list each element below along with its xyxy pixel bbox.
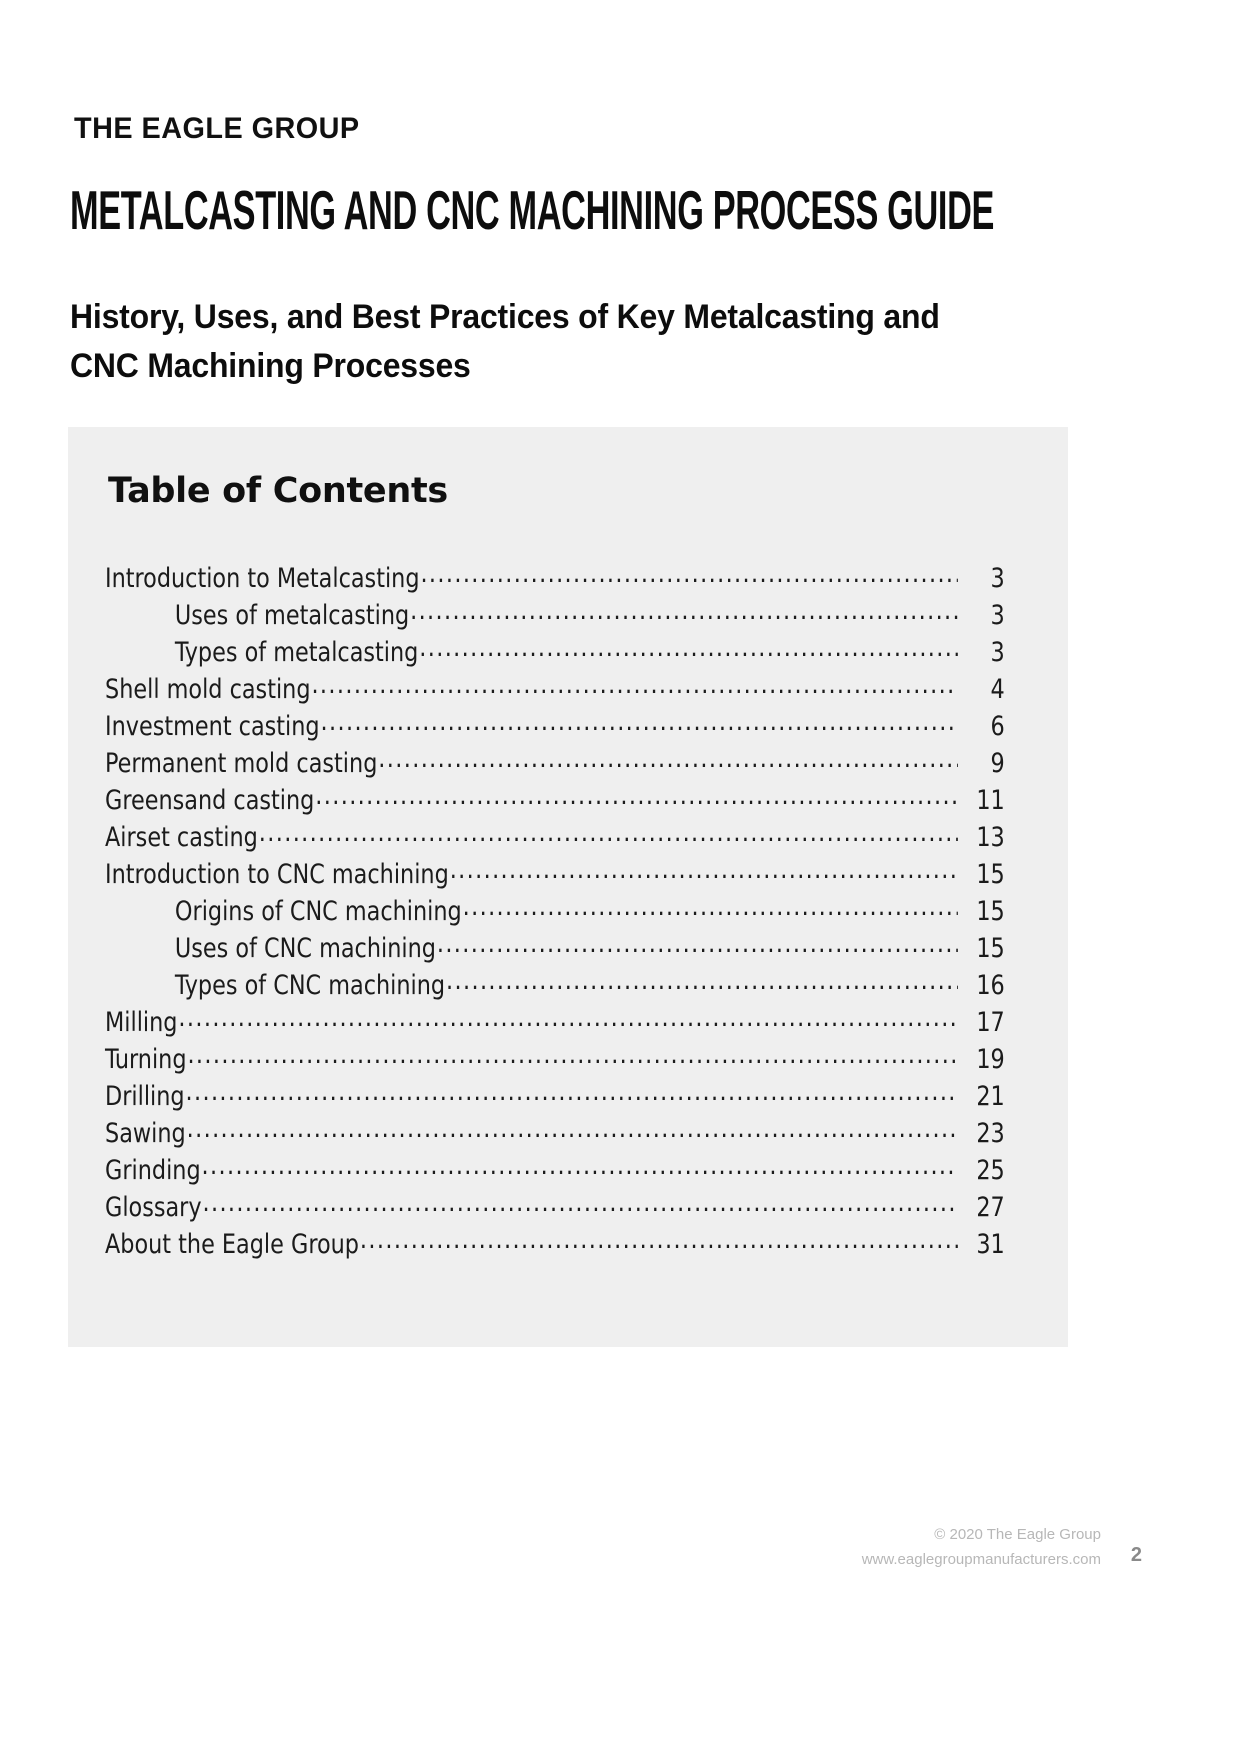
toc-entry-label: Introduction to CNC machining [105, 859, 449, 890]
toc-entry[interactable] [105, 819, 1005, 856]
page-number: 2 [1130, 1544, 1142, 1566]
toc-entry-page-number: 3 [990, 637, 1005, 668]
toc-entry[interactable] [105, 745, 1005, 782]
toc-entry[interactable] [105, 1226, 1005, 1263]
toc-entry-page-number: 3 [990, 563, 1005, 594]
toc-dot-leader [450, 856, 958, 883]
toc-dot-leader [419, 634, 958, 661]
toc-dot-leader [315, 782, 958, 809]
toc-entry-label: Uses of CNC machining [174, 933, 436, 964]
toc-entry-page-number: 11 [976, 785, 1005, 816]
toc-entry-label: Turning [105, 1044, 187, 1075]
toc-entry-page-number: 15 [976, 896, 1005, 927]
toc-entry-label: Milling [105, 1007, 178, 1038]
toc-dot-leader [202, 1152, 958, 1179]
toc-entry[interactable] [105, 967, 1005, 1004]
toc-entry[interactable] [105, 1041, 1005, 1078]
toc-entry-page-number: 23 [976, 1118, 1005, 1149]
toc-entry-page-number: 27 [976, 1192, 1005, 1223]
toc-entry-label: Types of CNC machining [174, 970, 446, 1001]
toc-entry-label: Uses of metalcasting [174, 600, 410, 631]
toc-entry-page-number: 13 [976, 822, 1005, 853]
toc-dot-leader [437, 930, 958, 957]
toc-entry-label: Grinding [105, 1155, 201, 1186]
toc-dot-leader [311, 671, 957, 698]
toc-entry-page-number: 15 [976, 859, 1005, 890]
toc-entry-label: Drilling [105, 1081, 185, 1112]
toc-entry-label: Permanent mold casting [105, 748, 378, 779]
toc-entry[interactable] [105, 893, 1005, 930]
toc-entry[interactable] [105, 1115, 1005, 1152]
toc-entry-label: About the Eagle Group [105, 1229, 359, 1260]
toc-entry-label: Sawing [105, 1118, 186, 1149]
toc-dot-leader [187, 1115, 958, 1142]
toc-entry-page-number: 4 [990, 674, 1005, 705]
toc-entry-page-number: 16 [976, 970, 1005, 1001]
toc-entry-page-number: 9 [990, 748, 1005, 779]
toc-entry-page-number: 6 [990, 711, 1005, 742]
toc-dot-leader [410, 597, 958, 624]
brand-name: THE EAGLE GROUP [74, 112, 360, 145]
toc-entry-label: Glossary [105, 1192, 202, 1223]
toc-entry-label: Origins of CNC machining [174, 896, 462, 927]
toc-entry-page-number: 3 [990, 600, 1005, 631]
toc-dot-leader [420, 560, 957, 587]
toc-entry[interactable] [105, 1004, 1005, 1041]
toc-entry[interactable] [105, 1078, 1005, 1115]
toc-dot-leader [360, 1226, 958, 1253]
toc-dot-leader [186, 1078, 958, 1105]
toc-entry-label: Types of metalcasting [174, 637, 419, 668]
toc-entry[interactable] [105, 560, 1005, 597]
toc-entry-page-number: 17 [976, 1007, 1005, 1038]
toc-dot-leader [463, 893, 958, 920]
toc-entry[interactable] [105, 708, 1005, 745]
toc-entry-label: Airset casting [105, 822, 258, 853]
toc-dot-leader [203, 1189, 958, 1216]
table-of-contents-heading: Table of Contents [108, 471, 448, 511]
footer-copyright: © 2020 The Eagle Group [934, 1526, 1101, 1543]
toc-entry-page-number: 25 [976, 1155, 1005, 1186]
toc-entry-label: Investment casting [105, 711, 320, 742]
toc-dot-leader [446, 967, 958, 994]
document-title: METALCASTING AND CNC MACHINING PROCESS GUIDE [70, 180, 995, 242]
document-subtitle: History, Uses, and Best Practices of Key Metalcasting and CNC Machining Processes [70, 298, 940, 385]
toc-entry-page-number: 19 [976, 1044, 1005, 1075]
table-of-contents-list [105, 560, 1005, 1263]
toc-entry-label: Shell mold casting [105, 674, 311, 705]
toc-entry[interactable] [105, 1189, 1005, 1226]
toc-entry-page-number: 21 [976, 1081, 1005, 1112]
toc-dot-leader [259, 819, 958, 846]
toc-entry[interactable] [105, 1152, 1005, 1189]
toc-entry-label: Introduction to Metalcasting [105, 563, 420, 594]
toc-entry[interactable] [105, 634, 1005, 671]
toc-entry-label: Greensand casting [105, 785, 315, 816]
footer-website: www.eaglegroupmanufacturers.com [861, 1551, 1101, 1568]
toc-dot-leader [378, 745, 958, 772]
toc-entry-page-number: 15 [976, 933, 1005, 964]
toc-entry[interactable] [105, 930, 1005, 967]
toc-entry[interactable] [105, 671, 1005, 708]
toc-dot-leader [187, 1041, 957, 1068]
toc-dot-leader [178, 1004, 957, 1031]
toc-dot-leader [321, 708, 958, 735]
toc-entry-page-number: 31 [976, 1229, 1005, 1260]
toc-entry[interactable] [105, 856, 1005, 893]
toc-entry[interactable] [105, 597, 1005, 634]
toc-entry[interactable] [105, 782, 1005, 819]
footer [862, 1522, 1101, 1572]
